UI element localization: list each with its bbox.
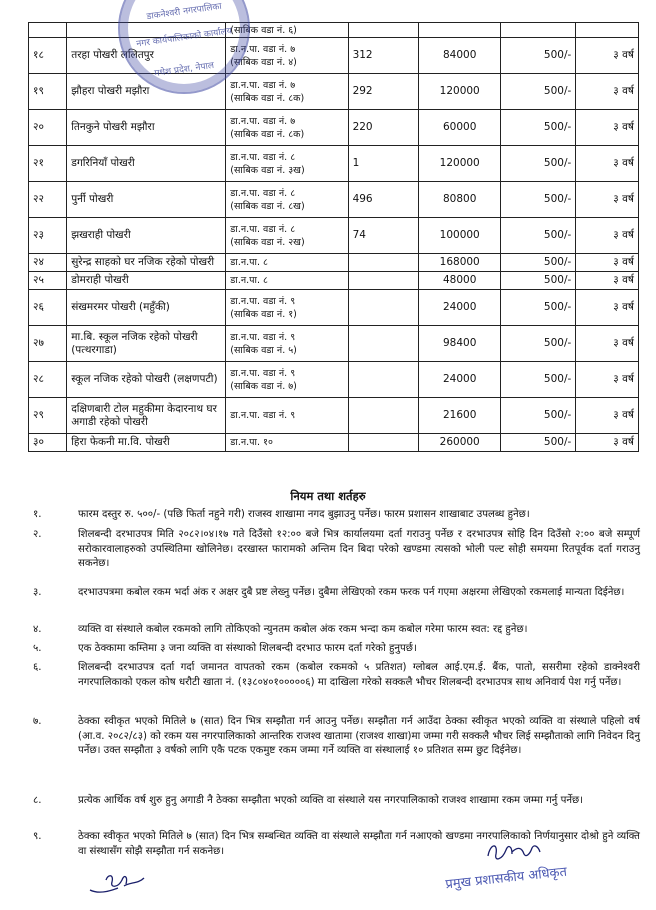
serial-number: १८ xyxy=(29,38,67,74)
condition-text: प्रत्येक आर्थिक वर्ष शुरु हुनु अगाडी नै ठेक्का सम्झौता भएको व्यक्ति वा संस्थाले यस नगरपालिकाको राजश्व शाखामा रकम जम्मा गर्नु पर्नेछ। xyxy=(78,795,584,806)
form-fee-cell: 500/- xyxy=(501,218,576,254)
ward-cell xyxy=(226,110,348,146)
pond-name: मा.बि. स्कूल नजिक रहेको पोखरी (पत्थरगाडा) xyxy=(67,326,226,362)
area-cell: 312 xyxy=(348,38,419,74)
form-fee-cell: 500/- xyxy=(501,38,576,74)
ward-line: डा.न.पा. वडा नं. ७ xyxy=(230,43,296,55)
area-cell: 292 xyxy=(348,74,419,110)
serial-number xyxy=(29,23,67,38)
table-row xyxy=(29,434,639,452)
table-row xyxy=(29,398,639,434)
form-fee-cell: 500/- xyxy=(501,110,576,146)
ward-line: डा.न.पा. वडा नं. ८ xyxy=(230,151,296,163)
condition-number: २. xyxy=(33,529,42,540)
table-row xyxy=(29,110,639,146)
minimum-bid-cell xyxy=(419,23,501,38)
form-fee-cell: 500/- xyxy=(501,74,576,110)
area-cell xyxy=(348,398,419,434)
ward-cell xyxy=(226,254,348,272)
serial-number: २६ xyxy=(29,290,67,326)
duration-cell: ३ वर्ष xyxy=(576,146,639,182)
ward-line: डा.न.पा. वडा नं. ८ xyxy=(230,187,296,199)
area-cell xyxy=(348,326,419,362)
condition-number: ४. xyxy=(33,624,42,635)
serial-number: २८ xyxy=(29,362,67,398)
ward-line: (साबिक वडा नं. ४) xyxy=(230,56,297,68)
duration-cell xyxy=(576,23,639,38)
minimum-bid-cell: 21600 xyxy=(419,398,501,434)
table-row xyxy=(29,38,639,74)
ward-cell xyxy=(226,74,348,110)
ward-line: (साबिक वडा नं. ८क) xyxy=(230,92,305,104)
ward-cell xyxy=(226,218,348,254)
area-cell xyxy=(348,362,419,398)
form-fee-cell: 500/- xyxy=(501,272,576,290)
form-fee-cell: 500/- xyxy=(501,290,576,326)
minimum-bid-cell: 48000 xyxy=(419,272,501,290)
form-fee-cell: 500/- xyxy=(501,146,576,182)
minimum-bid-cell: 120000 xyxy=(419,146,501,182)
ward-line: (साबिक वडा नं. ८क) xyxy=(230,128,305,140)
minimum-bid-cell: 100000 xyxy=(419,218,501,254)
pond-name: झौहरा पोखरी मझौरा xyxy=(67,74,226,110)
duration-cell: ३ वर्ष xyxy=(576,434,639,452)
ward-line: डा.न.पा. १० xyxy=(230,437,273,448)
pond-name: हिरा फेकनी मा.वि. पोखरी xyxy=(67,434,226,452)
area-cell: 74 xyxy=(348,218,419,254)
pond-name: स्कूल नजिक रहेको पोखरी (लक्षणपटी) xyxy=(67,362,226,398)
area-cell: 1 xyxy=(348,146,419,182)
duration-cell: ३ वर्ष xyxy=(576,182,639,218)
ward-line: (साबिक वडा नं. २ख) xyxy=(230,236,305,248)
pond-name xyxy=(67,23,226,38)
ward-cell xyxy=(226,434,348,452)
form-fee-cell: 500/- xyxy=(501,182,576,218)
ward-line: डा.न.पा. वडा नं. ७ xyxy=(230,115,296,127)
ward-cell xyxy=(226,38,348,74)
ward-line: डा.न.पा. ८ xyxy=(230,257,268,268)
seal-text: डाकनेश्वरी नगरपालिका xyxy=(146,1,223,23)
pond-name: संखमरमर पोखरी (महुँकी) xyxy=(67,290,226,326)
condition-text: एक ठेक्कामा कम्तिमा ३ जना व्यक्ति वा संस्थाको शिलबन्दी दरभाउ फारम दर्ता गरेको हुनुपर्छ। xyxy=(78,643,417,654)
ward-line: डा.न.पा. वडा नं. ८ xyxy=(230,223,296,235)
table-row xyxy=(29,326,639,362)
minimum-bid-cell: 84000 xyxy=(419,38,501,74)
pond-name: पुर्नी पोखरी xyxy=(67,182,226,218)
ward-line: (साबिक वडा नं. १) xyxy=(230,308,297,320)
area-cell xyxy=(348,23,419,38)
ward-cell xyxy=(226,146,348,182)
condition-number: ९. xyxy=(33,831,42,842)
duration-cell: ३ वर्ष xyxy=(576,272,639,290)
pond-name: तिनकुने पोखरी मझौरा xyxy=(67,110,226,146)
form-fee-cell: 500/- xyxy=(501,362,576,398)
ward-line: डा.न.पा. वडा नं. ९ xyxy=(230,295,296,307)
ward-line: डा.न.पा. वडा नं. ७ xyxy=(230,79,296,91)
serial-number: २७ xyxy=(29,326,67,362)
minimum-bid-cell: 120000 xyxy=(419,74,501,110)
ward-line: डा.न.पा. वडा नं. ९ xyxy=(230,331,296,343)
table-row xyxy=(29,254,639,272)
pond-lease-table xyxy=(28,22,639,452)
area-cell: 496 xyxy=(348,182,419,218)
ward-cell xyxy=(226,326,348,362)
serial-number: २३ xyxy=(29,218,67,254)
duration-cell: ३ वर्ष xyxy=(576,398,639,434)
pond-name: तरहा पोखरी ललितपुर xyxy=(67,38,226,74)
minimum-bid-cell: 24000 xyxy=(419,362,501,398)
form-fee-cell: 500/- xyxy=(501,254,576,272)
condition-number: ७. xyxy=(33,716,42,727)
duration-cell: ३ वर्ष xyxy=(576,362,639,398)
condition-text: दरभाउपत्रमा कबोल रकम भर्दा अंक र अक्षर दुबै प्रष्ट लेख्नु पर्नेछ। दुबैमा लेखिएको रकम फरक पर्न गएमा अक्षरमा लेखिएको रकमलाई मान्यता दिईनेछ। xyxy=(78,587,625,598)
duration-cell: ३ वर्ष xyxy=(576,326,639,362)
ward-line: डा.न.पा. ८ xyxy=(230,275,268,286)
ward-line: (साबिक वडा नं. ५) xyxy=(230,344,297,356)
serial-number: २१ xyxy=(29,146,67,182)
ward-cell xyxy=(226,23,348,38)
handwritten-signature-right xyxy=(484,836,544,868)
serial-number: २५ xyxy=(29,272,67,290)
serial-number: २९ xyxy=(29,398,67,434)
condition-text: शिलबन्दी दरभाउपत्र मिति २०८२।०४।१७ गते दिउँसो १२:०० बजे भित्र कार्यालयमा दर्ता गराउनु पर्नेछ र दरभाउपत्र सोहि दिन दिउँसो २:०० बजे सम्पूर्ण सरोकारवालाहरुको उपस्थितिमा खोलिनेछ। दरखास्त फारामको अन्तिम दिन बिदा परेको खण्डमा त्यसको भोली पल्ट सोही समयमा रितपूर्वक दर्ता गराउनु सकनेछ। xyxy=(78,529,640,570)
area-cell xyxy=(348,254,419,272)
ward-cell xyxy=(226,272,348,290)
ward-line: (साबिक वडा नं. ६) xyxy=(230,24,297,36)
form-fee-cell: 500/- xyxy=(501,326,576,362)
condition-number: ८. xyxy=(33,795,42,806)
serial-number: २० xyxy=(29,110,67,146)
area-cell xyxy=(348,272,419,290)
pond-name: डगरिनियाँ पोखरी xyxy=(67,146,226,182)
minimum-bid-cell: 24000 xyxy=(419,290,501,326)
serial-number: २२ xyxy=(29,182,67,218)
duration-cell: ३ वर्ष xyxy=(576,38,639,74)
condition-text: शिलबन्दी दरभाउपत्र दर्ता गर्दा जमानत वापतको रकम (कबोल रकमको ५ प्रतिशत) ग्लोबल आई.एम.ई. बैंक, पातो, ससरीमा रहेको डाक्नेश्वरी नगरपालिकाको एकल कोष धरौटी खाता नं. (१३८०४०१०००००६) मा दाखिला गरेको सक्कलै भौचर शिलबन्दी दरभाउपत्र साथ अनिवार्य पेश गर्नु पर्नेछ। xyxy=(78,662,640,688)
duration-cell: ३ वर्ष xyxy=(576,74,639,110)
ward-line: (साबिक वडा नं. ८ख) xyxy=(230,200,305,212)
ward-line: डा.न.पा. वडा नं. ९ xyxy=(230,367,296,379)
table-row xyxy=(29,182,639,218)
condition-text: व्यक्ति वा संस्थाले कबोल रकमको लागि तोकिएको न्युनतम कबोल अंक रकम भन्दा कम कबोल गरेमा फारम स्वत: रद्द हुनेछ। xyxy=(78,624,528,635)
condition-text: फारम दस्तुर रु. ५००/- (पछि फिर्ता नहुने गरी) राजस्व शाखामा नगद बुझाउनु पर्नेछ। फारम प्रशासन शाखाबाट उपलब्ध हुनेछ। xyxy=(78,509,530,520)
ward-cell xyxy=(226,398,348,434)
ward-line: (साबिक वडा नं. ७) xyxy=(230,380,297,392)
condition-number: १. xyxy=(33,509,42,520)
serial-number: १९ xyxy=(29,74,67,110)
ward-cell xyxy=(226,290,348,326)
duration-cell: ३ वर्ष xyxy=(576,110,639,146)
duration-cell: ३ वर्ष xyxy=(576,254,639,272)
minimum-bid-cell: 260000 xyxy=(419,434,501,452)
minimum-bid-cell: 80800 xyxy=(419,182,501,218)
signatory-title: प्रमुख प्रशासकीय अधिकृत xyxy=(444,864,568,893)
condition-text: ठेक्का स्वीकृत भएको मितिले ७ (सात) दिन भित्र सम्झौता गर्न आउनु पर्नेछ। सम्झौता गर्न आउँदा ठेक्का स्वीकृत भएको व्यक्ति वा संस्थाले पहिलो वर्ष (आ.व. २०८२/८३) को रकम यस नगरपालिकाको आन्तरिक राजश्व खातामा (राजश्व शाखा)मा जम्मा गरी सक्कलै भौचर लिई सम्झौताको लागि निवेदन दिनु पर्नेछ। उक्त सम्झौता ३ वर्षको लागि एकै पटक एकमुष्ट रकम जम्मा गर्ने व्यक्ति वा संस्थालाई १० प्रतिशत सम्म छुट दिईनेछ। xyxy=(78,716,640,757)
form-fee-cell: 500/- xyxy=(501,398,576,434)
pond-name: दक्षिणबारी टोल महुकीमा केदारनाथ घर अगाडी रहेको पोखरी xyxy=(67,398,226,434)
seal-text: मधेश प्रदेश, नेपाल xyxy=(153,60,215,80)
seal-text: नगर कार्यपालिकाको कार्यालय xyxy=(135,26,233,50)
condition-number: ५. xyxy=(33,643,42,654)
table-row xyxy=(29,290,639,326)
ward-cell xyxy=(226,362,348,398)
pond-name: डोमराही पोखरी xyxy=(67,272,226,290)
conditions-title: नियम तथा शर्तहरु xyxy=(290,489,366,503)
condition-number: ३. xyxy=(33,587,42,598)
duration-cell: ३ वर्ष xyxy=(576,290,639,326)
area-cell: 220 xyxy=(348,110,419,146)
handwritten-signature-left xyxy=(88,868,148,898)
table-row xyxy=(29,74,639,110)
table-row xyxy=(29,23,639,38)
table-row xyxy=(29,272,639,290)
area-cell xyxy=(348,434,419,452)
form-fee-cell xyxy=(501,23,576,38)
serial-number: ३० xyxy=(29,434,67,452)
pond-name: सुरेन्द्र साहको घर नजिक रहेको पोखरी xyxy=(67,254,226,272)
condition-number: ६. xyxy=(33,662,42,673)
area-cell xyxy=(348,290,419,326)
table-row xyxy=(29,146,639,182)
pond-name: झखराही पोखरी xyxy=(67,218,226,254)
table-row xyxy=(29,218,639,254)
minimum-bid-cell: 60000 xyxy=(419,110,501,146)
form-fee-cell: 500/- xyxy=(501,434,576,452)
duration-cell: ३ वर्ष xyxy=(576,218,639,254)
minimum-bid-cell: 168000 xyxy=(419,254,501,272)
minimum-bid-cell: 98400 xyxy=(419,326,501,362)
ward-line: (साबिक वडा नं. ३ख) xyxy=(230,164,305,176)
table-row xyxy=(29,362,639,398)
ward-cell xyxy=(226,182,348,218)
condition-text: ठेक्का स्वीकृत भएको मितिले ७ (सात) दिन भित्र सम्बन्धित व्यक्ति वा संस्थाले सम्झौता गर्न नआएको खण्डमा नगरपालिकाको निर्णयानुसार दोश्रो हुने व्यक्ति वा संस्थासँग सोझै सम्झौता गर्न सकनेछ। xyxy=(78,831,640,857)
serial-number: २४ xyxy=(29,254,67,272)
ward-line: डा.न.पा. वडा नं. ९ xyxy=(230,410,296,421)
